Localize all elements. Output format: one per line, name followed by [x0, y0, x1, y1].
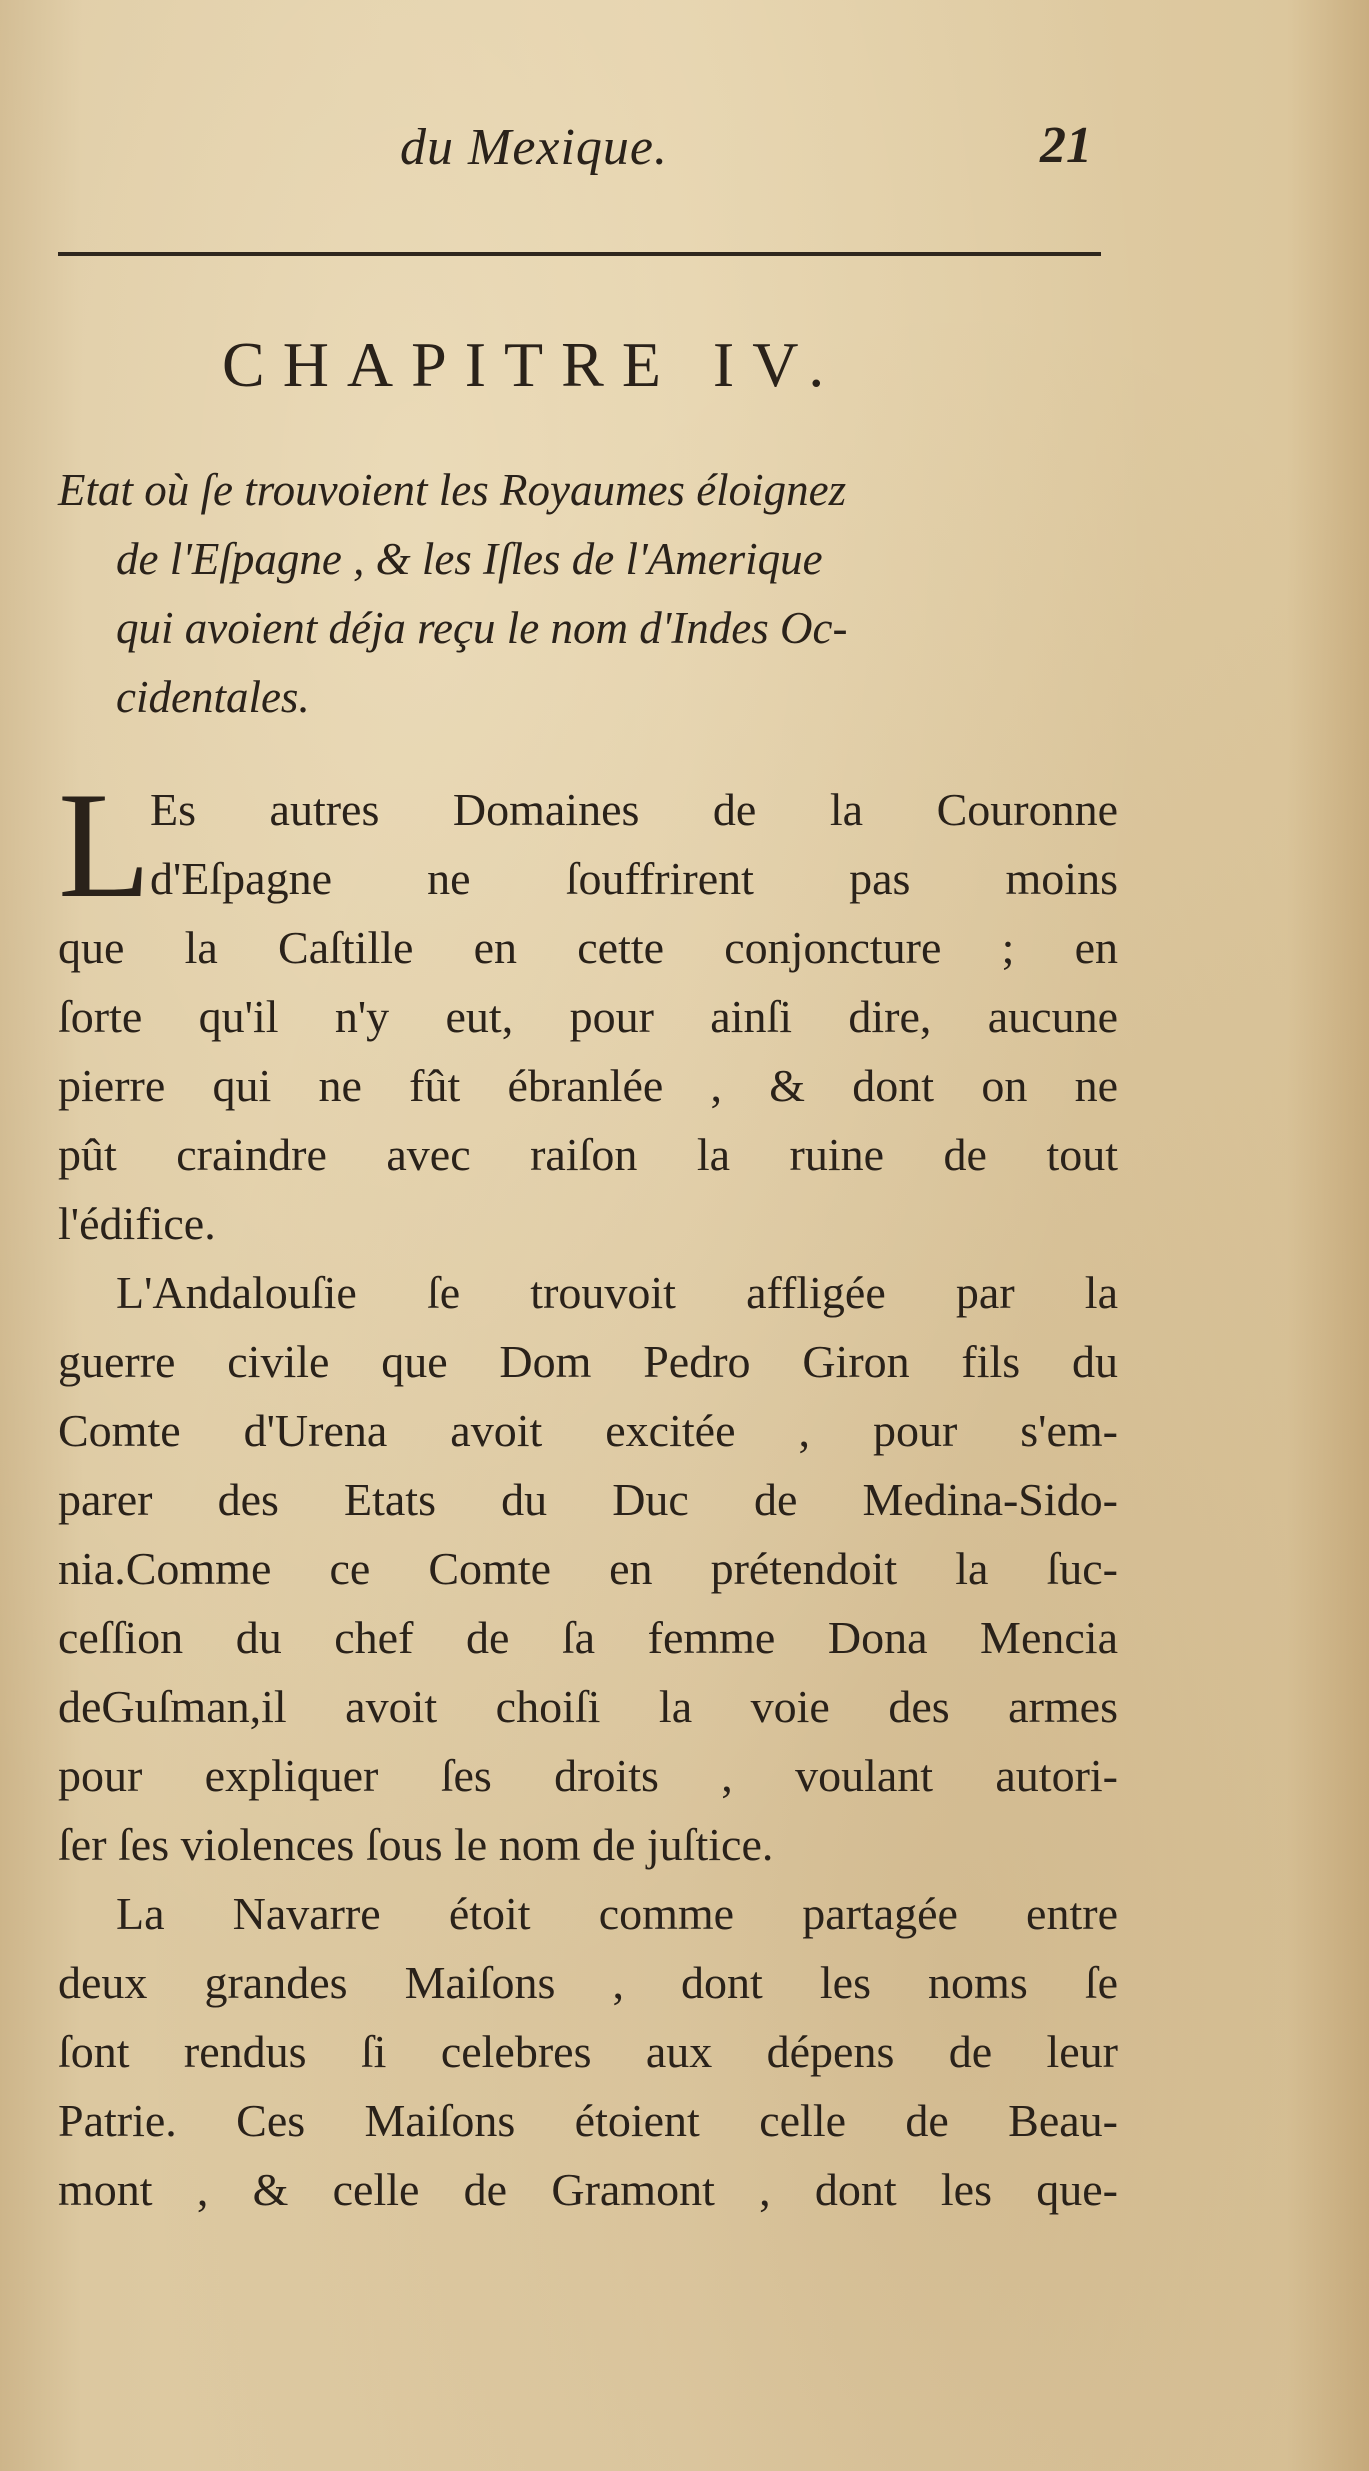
page-number: 21 [1040, 117, 1092, 174]
text-line: guerre civile que Dom Pedro Giron fils du [58, 1336, 1118, 1387]
summary-line: qui avoient déja reçu le nom d'Indes Oc- [116, 603, 848, 653]
text-line: Patrie. Ces Maiſons étoient celle de Beau- [58, 2095, 1118, 2146]
text-line: Es autres Domaines de la Couronne [150, 784, 1118, 835]
text-line: nia.Comme ce Comte en prétendoit la ſuc- [58, 1543, 1118, 1594]
text-line: ſont rendus ſi celebres aux dépens de leur [58, 2026, 1118, 2077]
text-line: que la Caſtille en cette conjoncture ; en [58, 922, 1118, 973]
text-line: mont , & celle de Gramont , dont les que- [58, 2164, 1118, 2215]
drop-cap: L [58, 761, 151, 929]
text-line: ceſſion du chef de ſa femme Dona Mencia [58, 1612, 1118, 1663]
chapter-title: CHAPITRE IV. [222, 329, 843, 400]
text-line: La Navarre étoit comme partagée entre [116, 1888, 1118, 1939]
summary-line: Etat où ſe trouvoient les Royaumes éloignez [58, 465, 847, 515]
text-line: ſorte qu'il n'y eut, pour ainſi dire, aucune [58, 991, 1118, 1042]
text-line: deGuſman,il avoit choiſi la voie des armes [58, 1681, 1118, 1732]
text-line: Comte d'Urena avoit excitée , pour s'em- [58, 1405, 1118, 1456]
body-text [58, 761, 1118, 2224]
text-line: pour expliquer ſes droits , voulant autori- [58, 1750, 1118, 1801]
running-head: du Mexique. [400, 119, 669, 176]
text-line: deux grandes Maiſons , dont les noms ſe [58, 1957, 1118, 2008]
chapter-summary [58, 456, 1118, 732]
text-line: d'Eſpagne ne ſouffrirent pas moins [150, 853, 1118, 904]
text-line: l'édifice. [58, 1198, 216, 1249]
text-line: parer des Etats du Duc de Medina-Sido- [58, 1474, 1118, 1525]
summary-line: de l'Eſpagne , & les Iſles de l'Amerique [116, 534, 823, 584]
summary-line: cidentales. [116, 672, 310, 722]
text-line: pût craindre avec raiſon la ruine de tout [58, 1129, 1118, 1180]
header-rule [58, 252, 1101, 256]
text-line: L'Andalouſie ſe trouvoit affligée par la [116, 1267, 1118, 1318]
text-line: ſer ſes violences ſous le nom de juſtice. [58, 1819, 774, 1870]
text-line: pierre qui ne fût ébranlée , & dont on ne [58, 1060, 1118, 1111]
